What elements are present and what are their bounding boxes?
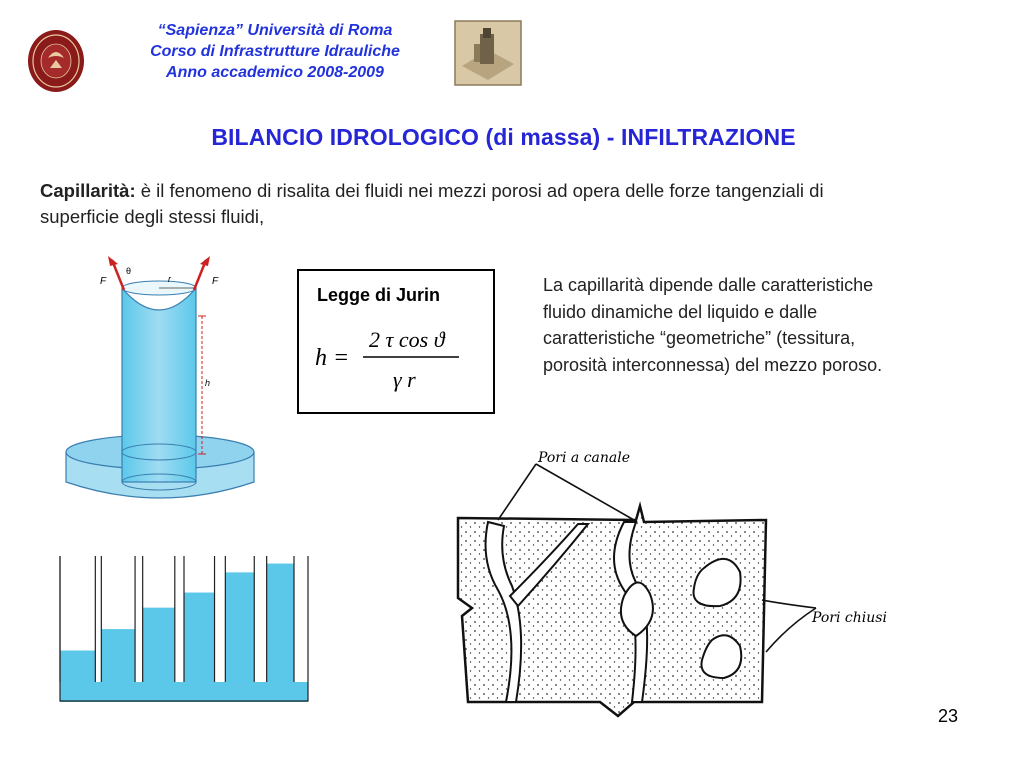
jurin-title: Legge di Jurin: [317, 285, 441, 305]
capillary-tube-diagram: [60, 252, 260, 504]
channel-pores-label: Pori a canale: [538, 450, 631, 466]
university-seal-logo: [26, 28, 86, 94]
course-name: Corso di Infrastrutture Idrauliche: [150, 43, 400, 60]
reservoir: [60, 682, 308, 702]
university-name: “Sapienza” Università di Roma: [157, 22, 393, 39]
formula-denominator: γ r: [393, 367, 416, 392]
jurin-law-box: [297, 269, 495, 414]
capillary-tube-water: [184, 593, 215, 682]
force-right-label: F: [212, 276, 219, 287]
slide-number: 23: [938, 706, 959, 726]
slide-title: BILANCIO IDROLOGICO (di massa) - INFILTRAZIONE: [211, 124, 796, 150]
capillarity-explanation: La capillarità dipende dalle caratteristiche fluido dinamiche del liquido e dalle caratteristiche “geometriche” (tessitura, porosità interconnessa) del mezzo poroso.: [543, 275, 883, 375]
capillary-tube-water: [143, 608, 175, 682]
height-label: h: [205, 378, 211, 388]
pores-sketch: [428, 440, 926, 726]
capillary-tube-water: [60, 651, 95, 683]
definition-text: è il fenomeno di risalita dei fluidi nei mezzi porosi ad opera delle forze tangenziali di superficie degli stessi fluidi,: [40, 180, 824, 227]
formula-numerator: 2 τ cos ϑ: [369, 327, 445, 352]
definition-term: Capillarità:: [40, 180, 136, 201]
capillary-tube-water: [225, 572, 254, 682]
academic-year: Anno accademico 2008-2009: [166, 64, 384, 81]
closed-pores-label: Pori chiusi: [812, 610, 887, 626]
force-left-label: F: [100, 276, 107, 287]
jurin-formula: [313, 315, 483, 403]
formula-lhs: h =: [315, 345, 350, 371]
capillary-tube-water: [101, 629, 135, 682]
header-block: [100, 20, 450, 83]
capillary-rise-tubes: [58, 554, 310, 702]
course-logo: [454, 20, 522, 86]
angle-label: θ: [126, 266, 132, 276]
capillarity-definition: [40, 178, 880, 230]
capillary-tube-water: [267, 564, 294, 682]
radius-label: r: [168, 274, 171, 284]
